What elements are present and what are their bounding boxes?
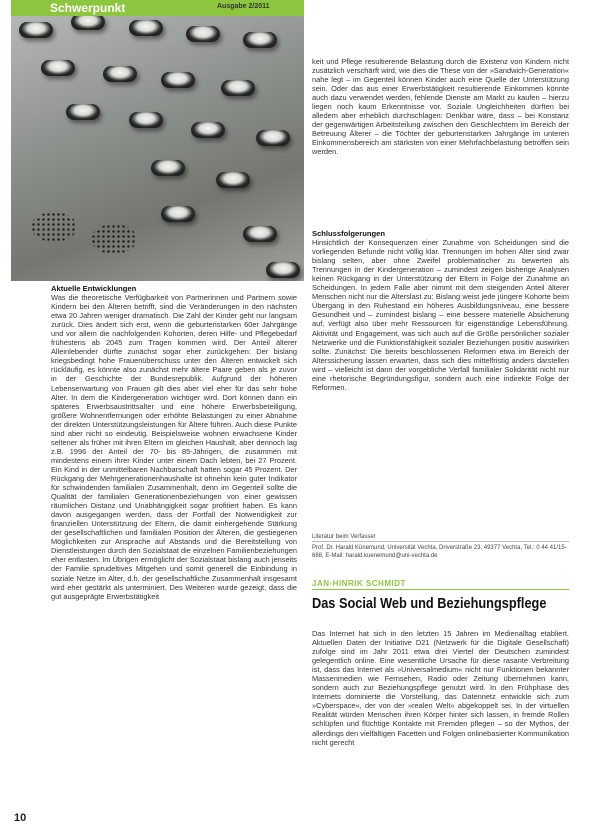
bell-button-graphic bbox=[216, 172, 250, 188]
conclusions-section bbox=[312, 229, 569, 392]
bell-button-graphic bbox=[221, 80, 255, 96]
article-body bbox=[312, 629, 569, 747]
author-divider bbox=[312, 589, 569, 590]
literature-label: Literatur beim Verfasser bbox=[312, 533, 569, 542]
bell-button-graphic bbox=[103, 66, 137, 82]
bell-button-graphic bbox=[191, 122, 225, 138]
bell-button-graphic bbox=[186, 26, 220, 42]
bell-button-graphic bbox=[129, 20, 163, 36]
page-number: 10 bbox=[14, 812, 27, 824]
bell-button-graphic bbox=[19, 22, 53, 38]
bell-button-graphic bbox=[129, 112, 163, 128]
article-text: Das Internet hat sich in den letzten 15 Jahren im Medienalltag etabliert. Aktuellen Daten der Initiative D21 (Netzwerk für die Digitale Gesellschaft) zufolge sind im Jahr 2011 etwa drei Viertel der Deutschen zumindest gelegentlich online. Eine wesentliche Ursache für diese rasante Verbreitung ist, dass das Internet als »Universalmedium« nicht nur Funktionen bekannter Massenmedien wie Fernsehen, Radio oder Zeitung übernehmen kann, sondern auch zur Beziehungspflege genutzt wird. In den Frühphase des Internets dominierte die Vorstellung, das Datennetz entwickle sich zum »Cyberspace«, der von der »realen Welt« abgekoppelt sei. In der virtuellen Realität würden Menschen ihren Körper hinter sich lassen, in fremde Rollen schlüpfen und flüchtige Kontakte mit Fremden pflegen – so der Mythos, der allerdings den vielfältigen Facetten und Folgen onlinebasierter Kommunikation nicht gerecht bbox=[312, 629, 569, 747]
bell-button-graphic bbox=[161, 72, 195, 88]
doorbell-photo bbox=[11, 0, 304, 281]
right-top-text: keit und Pflege resultierende Belastung durch die Existenz von Kindern nicht zusätzlich verschärft wird, wie dies die These von der »Sandwich-Generation« nahe legt – im Gegenteil können Kinder auch eine Quelle der Unterstützung sein. Oder das aus einer Erwerbstätigkeit resultierende Einkommen könnte auch dazu verwendet werden, fehlende Dienste am Markt zu kaufen – hierzu liegen noch kaum Erkenntnisse vor. Soziale Ungleichheiten dürften bei alledem aber erheblich durchschlagen: Denkbar wäre, dass – bei Konstanz der gegenwärtigen Arbeitsteilung zwischen den Geschlechtern im Bereich der Betreuung Älterer – die Töchter der geburtenstarken Jahrgänge im unteren Einkommensbereich am stärksten von einer Mehrfachbelastung betroffen sein werden. bbox=[312, 57, 569, 157]
left-column bbox=[51, 284, 297, 601]
left-body-text: Was die theoretische Verfügbarkeit von Partnerinnen und Partnern sowie Kindern bei den Älteren betrifft, sind die Veränderungen in den nächsten etwa 20 Jahren weniger dramatisch. Die Zahl der Kinder geht nur langsam zurück. Dies ändert sich erst, wenn die geburtenstarken 60er Jahrgänge und vor allem die nachfolgenden Kohorten, deren Hilfe- und Pflegebedarf frühestens ab 2045 zum Tragen kommen wird. Der Anteil älterer Alleinlebender dürfte zunächst sogar eher zurückgehen: Der bislang kriegsbedingt hohe Frauenüberschuss unter den Älteren entwickelt sich rückläufig, es könnte also zunächst mehr ältere Paare geben als je zuvor in der Geschichte der Bundesrepublik. Aufgrund der höheren Lebenserwartung von Frauen gilt dies aber viel eher für das sehr hohe Alter. In dem die Kindergeneration wichtiger wird. Dort können dann ein späteres Erwerbsaustrittsalter und eine höhere Erwerbsbeteiligung, größere Wohnentfernungen oder erhöhte Belastungen zu einer Abnahme der direkten Unterstützungsleistungen für Ältere führen. Auch diese Punkte sind aber nicht so eindeutig. Beispielsweise wohnen erwachsene Kinder seltener als früher mit ihren Eltern im gleichen Haushalt, aber dennoch lag z.B. 1996 der Anteil der 70- bis 85-Jährigen, die zusammen mit mindestens einem ihrer Kinder unter einem Dach lebten, bei 27 Prozent. Ein Kind in der unmittelbaren Nachbarschaft hatten sogar 45 Prozent. Der Rückgang der Mehrgenerationenhaushalte ist ohnehin kein guter Indikator für schwindenden familialen Zusammenhalt, denn im Gegenteil sollte die Qualität der familialen Generationenbeziehungen von einer gewissen räumlichen Distanz und Unabhängigkeit sogar profitiert haben. Es kann davon ausgegangen werden, dass der Fortfall der Notwendigkeit zur finanziellen Unterstützung der Eltern, die damit einhergehende Stärkung der gesellschaftlichen und familialen Position der Älteren, die gestiegenen Möglichkeiten zur Ansprache auf Abstands und die Bereitstellung von Dienstleistungen durch den Sozialstaat die einzelnen Familienbeziehungen eher entlasten. Im Übrigen ermöglicht der Sozialstaat bislang auch jenseits der Familie sprudeltives Mitgehen und somit generell die Einbindung in soziale Netze im Alter, d.h. der gesellschaftliche Zusammenhalt insgesamt wird eher gestärkt als unterminiert. Des Weiteren wurde gezeigt, dass die gut ausgeprägte Erwerbstätigkeit bbox=[51, 293, 297, 601]
bell-button-graphic bbox=[66, 104, 100, 120]
bell-button-graphic bbox=[243, 226, 277, 242]
bell-button-graphic bbox=[71, 14, 105, 30]
literature-note bbox=[312, 533, 569, 560]
author-address: Prof. Dr. Harald Künemund, Universität Vechta, Driverstraße 23, 49377 Vechta, Tel.: 0 44 41/15-688, E-Mail: harald.kuenemund@uni-vechta.de bbox=[312, 545, 567, 559]
bell-button-graphic bbox=[151, 160, 185, 176]
section-header bbox=[11, 0, 304, 16]
speaker-grille bbox=[91, 224, 137, 254]
article-title: Das Social Web und Beziehungspflege bbox=[312, 596, 547, 612]
bell-button-graphic bbox=[266, 262, 300, 278]
bell-button-graphic bbox=[243, 32, 277, 48]
bell-button-graphic bbox=[256, 130, 290, 146]
issue-label: Ausgabe 2/2011 bbox=[217, 3, 270, 10]
speaker-grille bbox=[31, 212, 77, 242]
left-heading: Aktuelle Entwicklungen bbox=[51, 284, 137, 293]
bell-button-graphic bbox=[161, 206, 195, 222]
conclusions-text: Hinsichtlich der Konsequenzen einer Zunahme von Scheidungen sind die vorliegenden Befunde nicht völlig klar. Trennungen im hohen Alter sind zwar bislang selten, aber ohne Zweifel problematischer zu bewerten als Trennungen in der Kindergeneration – zumindest zeigen bisherige Analysen keinen Rückgang in der Unterstützung der Eltern in Folge der Zunahme an Scheidungen. In jedem Falle aber nimmt mit dem steigenden Anteil älterer Menschen nicht nur die Alterslast zu: Bislang weist jede jüngere Kohorte beim Übergang in den Ruhestand ein höheres Ausbildungsniveau, eine bessere Gesundheit und – zumindest bislang – eine bessere materielle Absicherung auf, verfügt also über mehr Ressourcen für eigenständige Lebensführung. Aktivität und Engagement, was sich auch auf die Größe persönlicher sozialer Netzwerke und die Funktionsfähigkeit sozialer Beziehungen positiv auswirken sollte. Zunächst: Die bereits beschlossenen Reformen etwa im Bereich der Alterssicherung lassen erwarten, dass sich dies mittelfristig anders darstellen wird – vielleicht ist dann der vorgebliche Verfall familialer Solidarität nicht nur eine rhetorische Begründungsfigur, sondern auch eine indirekte Folge der Reformen. bbox=[312, 238, 569, 392]
section-title: Schwerpunkt bbox=[50, 1, 126, 15]
bell-button-graphic bbox=[41, 60, 75, 76]
article-author: JAN-HINRIK SCHMIDT bbox=[312, 579, 406, 588]
conclusions-heading: Schlussfolgerungen bbox=[312, 229, 385, 238]
right-top-column bbox=[312, 57, 569, 157]
